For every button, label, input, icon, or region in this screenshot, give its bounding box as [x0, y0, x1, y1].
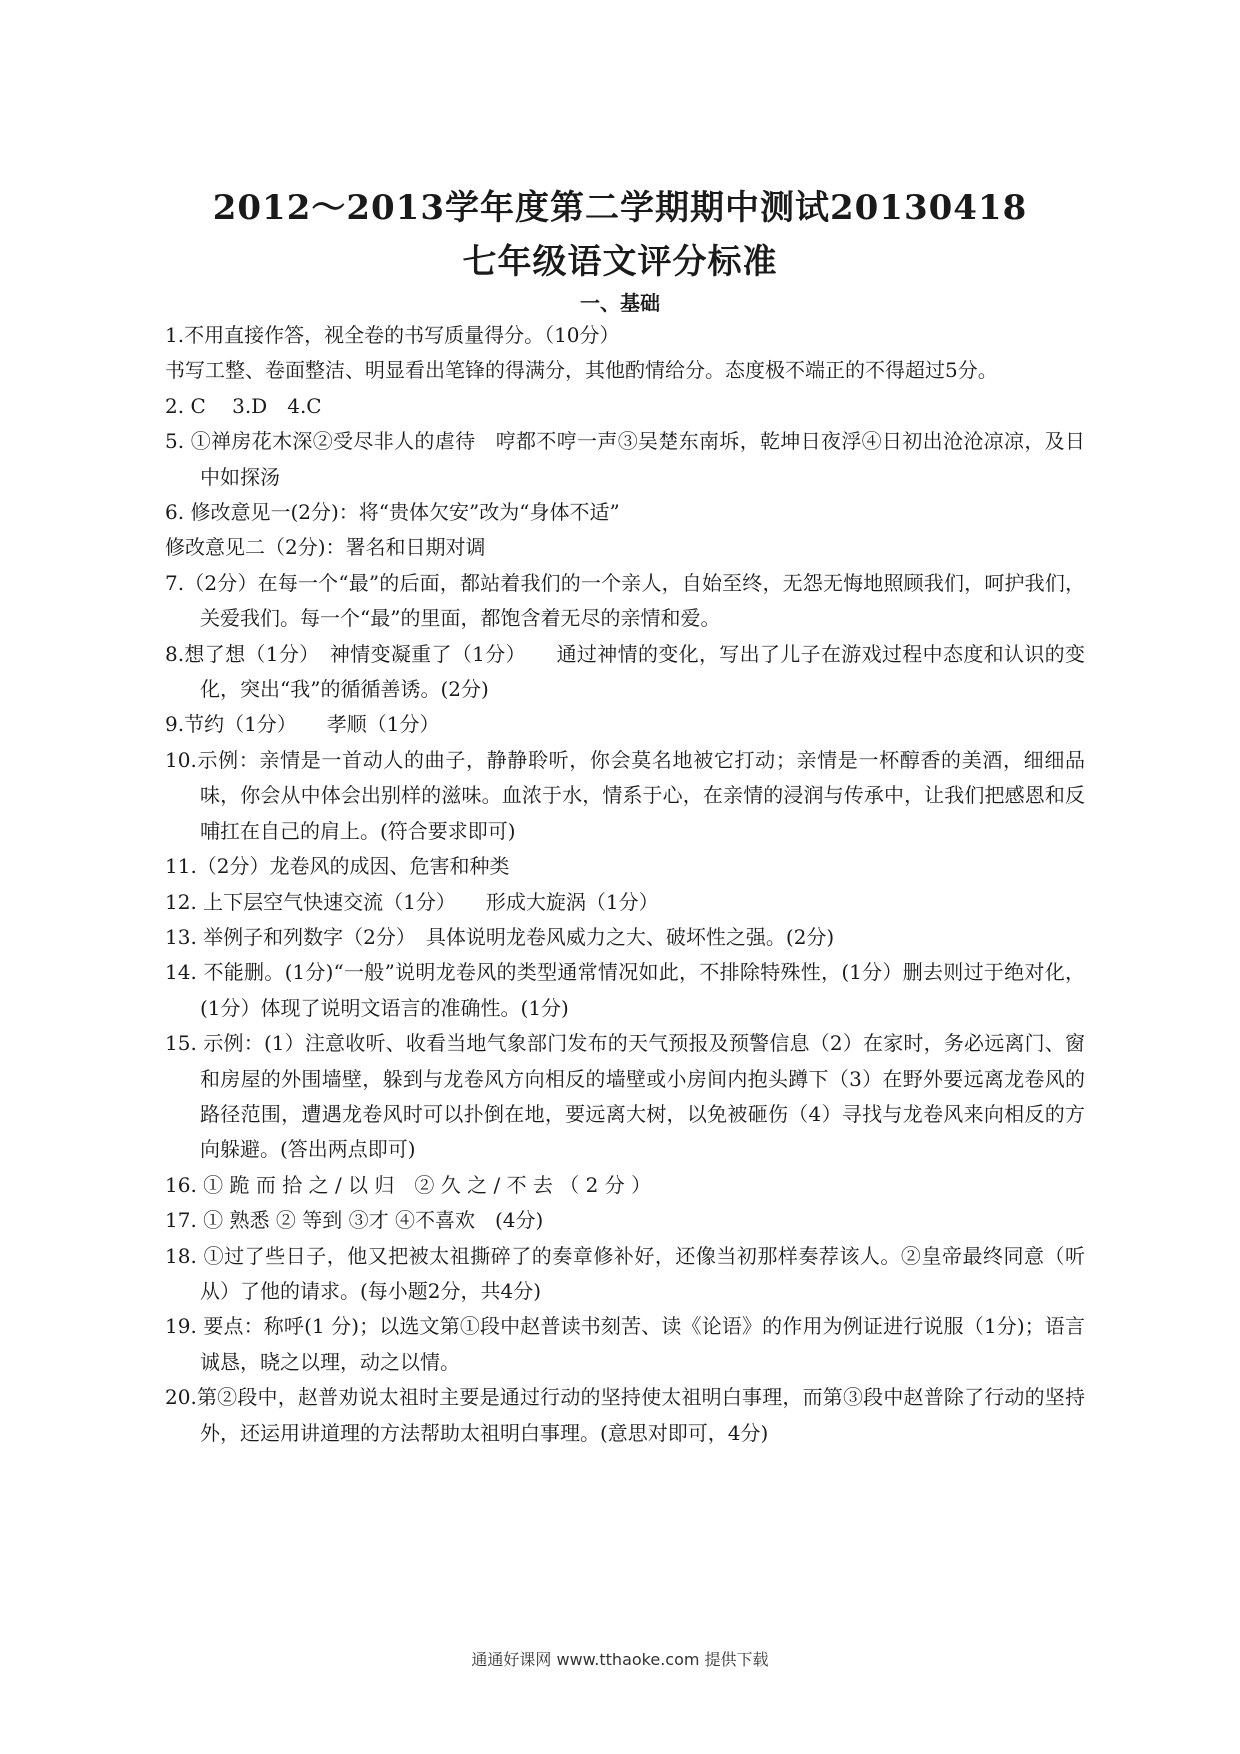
document-subtitle: 七年级语文评分标准 [462, 242, 778, 282]
answer-item-9: 9.节约（1分） 孝顺（1分） [165, 712, 440, 737]
answer-item-19: 19. 要点：称呼(1 分)；以选文第①段中赵普读书刻苦、读《论语》的作用为例证进行说服（1分)；语言诚恳，晓之以理，动之以情。 [165, 1314, 1085, 1374]
answer-item-6: 6. 修改意见一(2分)：将“贵体欠安”改为“身体不适” [165, 500, 620, 525]
answer-item-5: 5. ①禅房花木深②受尽非人的虐待 哼都不哼一声③吴楚东南坼，乾坤日夜浮④日初出沧沧凉凉，及日中如探汤 [165, 429, 1085, 489]
answer-item-14: 14. 不能删。(1分)“一般”说明龙卷风的类型通常情况如此，不排除特殊性，(1分）删去则过于绝对化，(1分）体现了说明文语言的准确性。(1分) [165, 960, 1085, 1020]
section-heading: 一、基础 [580, 291, 660, 315]
footer-source: 通通好课网 www.tthaoke.com 提供下载 [471, 1650, 769, 1669]
answer-item-2-4: 2. C 3.D 4.C [165, 393, 322, 418]
answer-item-12: 12. 上下层空气快速交流（1分） 形成大旋涡（1分） [165, 889, 659, 914]
answer-item-1: 1.不用直接作答，视全卷的书写质量得分。（10分） [165, 323, 620, 347]
answer-item-7: 7.（2分）在每一个“最”的后面，都站着我们的一个亲人，自始至终，无怨无悔地照顾我们，呵护我们，关爱我们。每一个“最”的里面，都饱含着无尽的亲情和爱。 [165, 570, 1085, 631]
answer-item-10: 10.示例：亲情是一首动人的曲子，静静聆听，你会莫名地被它打动；亲情是一杯醇香的美酒，细细品味，你会从中体会出别样的滋味。血浓于水，情系于心，在亲情的浸润与传承中，让我们把感恩和反哺扛在自己的肩上。(符合要求即可) [165, 747, 1085, 843]
answer-item-11: 11.（2分）龙卷风的成因、危害和种类 [165, 854, 510, 879]
answer-item-17: 17. ① 熟悉 ② 等到 ③才 ④不喜欢 (4分) [165, 1208, 544, 1233]
answer-item-16: 16. ① 跪 而 拾 之 / 以 归 ② 久 之 / 不 去 （ 2 分 ） [165, 1172, 652, 1197]
answer-item-6-detail: 修改意见二（2分)：署名和日期对调 [165, 535, 486, 560]
answer-item-20: 20.第②段中，赵普劝说太祖时主要是通过行动的坚持使太祖明白事理，而第③段中赵普除了行动的坚持外，还运用讲道理的方法帮助太祖明白事理。(意思对即可，4分) [165, 1385, 1085, 1445]
answer-item-8: 8.想了想（1分） 神情变凝重了（1分） 通过神情的变化，写出了儿子在游戏过程中态度和认识的变化，突出“我”的循循善诱。(2分) [165, 641, 1085, 702]
answer-item-18: 18. ①过了些日子，他又把被太祖撕碎了的奏章修补好，还像当初那样奏荐该人。②皇帝最终同意（听从）了他的请求。(每小题2分，共4分) [165, 1243, 1085, 1303]
document-title: 2012～2013学年度第二学期期中测试20130418 [212, 188, 1028, 228]
answer-item-15: 15. 示例：(1）注意收听、收看当地气象部门发布的天气预报及预警信息（2）在家时，务必远离门、窗和房屋的外围墙壁，躲到与龙卷风方向相反的墙壁或小房间内抱头蹲下（3）在野外要远离龙卷风的路径范围，遭遇龙卷风时可以扑倒在地，要远离大树，以免被砸伤（4）寻找与龙卷风来向相反的方向躲避。(答出两点即可) [165, 1031, 1085, 1162]
answer-item-1-detail: 书写工整、卷面整洁、明显看出笔锋的得满分，其他酌情给分。态度极不端正的不得超过5分。 [165, 358, 998, 383]
answer-list [165, 318, 1085, 1451]
answer-item-13: 13. 举例子和列数字（2分） 具体说明龙卷风威力之大、破坏性之强。(2分) [165, 924, 835, 949]
